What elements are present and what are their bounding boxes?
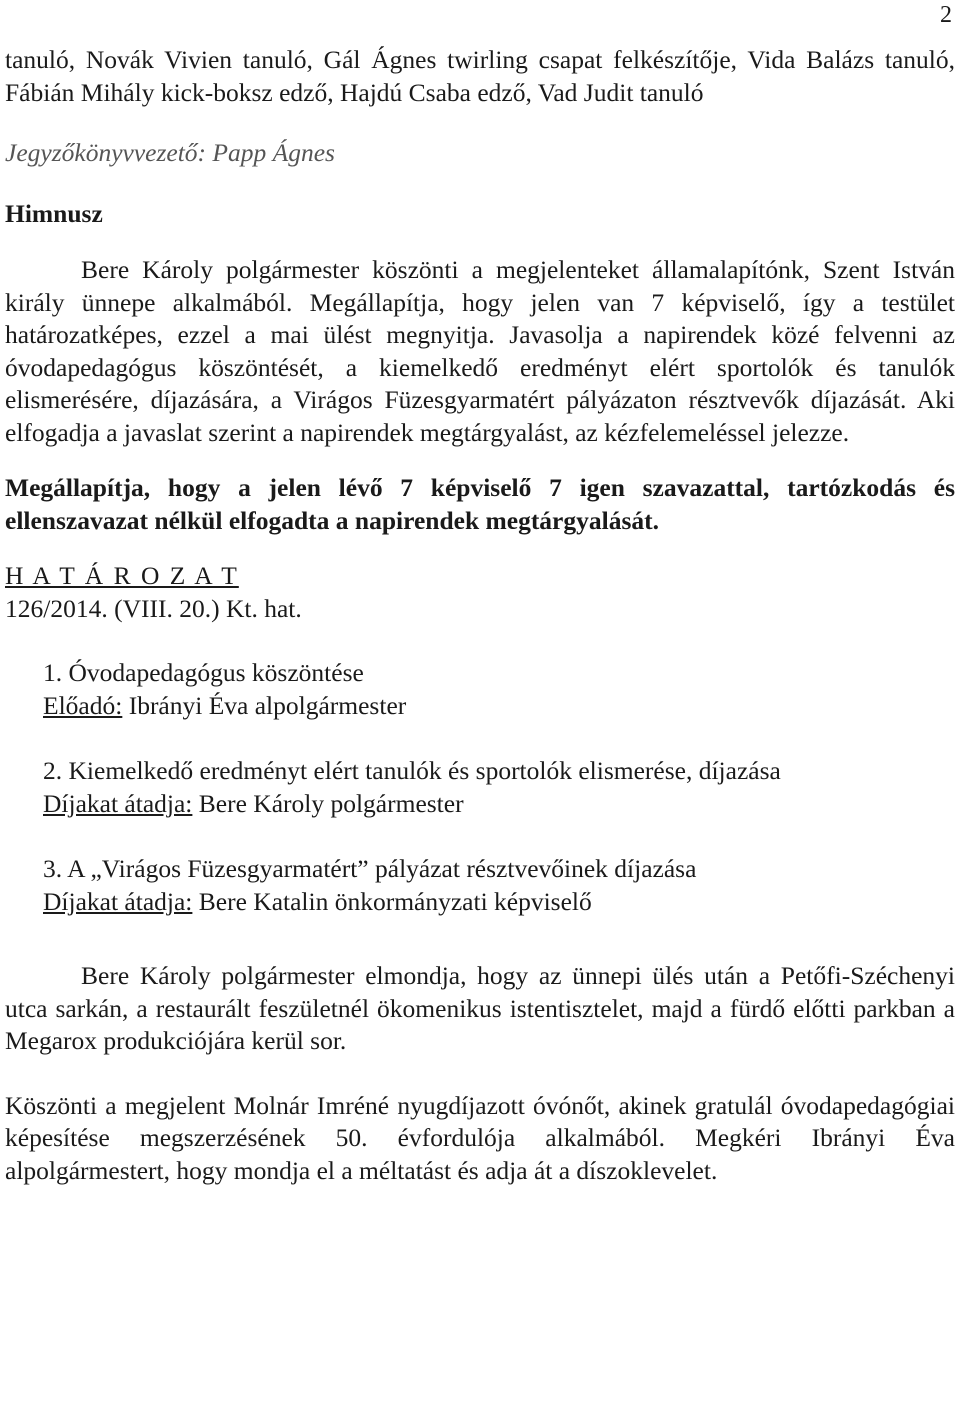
agenda-item bbox=[5, 755, 955, 820]
document-body bbox=[5, 44, 955, 1187]
agenda-item bbox=[5, 853, 955, 918]
resolution-title: H A T Á R O Z A T bbox=[5, 561, 239, 590]
page-number: 2 bbox=[940, 2, 952, 28]
agenda-item-presenter: Díjakat átadja: Bere Károly polgármester bbox=[43, 788, 464, 818]
vote-result: Megállapítja, hogy a jelen lévő 7 képviselő 7 igen szavazattal, tartózkodás és ellenszavazat nélkül elfogadta a napirendek megtárgyalását. bbox=[5, 473, 955, 535]
agenda-item-presenter: Díjakat átadja: Bere Katalin önkormányzati képviselő bbox=[43, 886, 592, 916]
agenda-item-presenter: Előadó: Ibrányi Éva alpolgármester bbox=[43, 690, 407, 720]
attendees-list: tanuló, Novák Vivien tanuló, Gál Ágnes twirling csapat felkészítője, Vida Balázs tanuló, Fábián Mihály kick-boksz edző, Hajdú Csaba edző, Vad Judit tanuló bbox=[5, 45, 955, 107]
agenda-item-title: 2. Kiemelkedő eredményt elért tanulók és sportolók elismerése, díjazása bbox=[43, 756, 781, 785]
agenda-item-title: 1. Óvodapedagógus köszöntése bbox=[43, 658, 364, 687]
resolution-number: 126/2014. (VIII. 20.) Kt. hat. bbox=[5, 593, 302, 623]
opening-paragraph: Bere Károly polgármester köszönti a megjelenteket államalapítónk, Szent István király ünnepe alkalmából. Megállapítja, hogy jelen van 7 képviselő, így a testület határozatképes, ezzel a mai ülést megnyitja. Javasolja a napirendek közé felvenni az óvodapedagógus köszöntését, a kiemelkedő eredményt elért sportolók és tanulók elismerésére, díjazására, a Virágos Füzesgyarmatért pályázaton résztvevők díjazását. Aki elfogadja a javaslat szerint a napirendek megtárgyalást, az kézfelemeléssel jelezze. bbox=[5, 255, 955, 447]
minutes-keeper: Jegyzőkönyvvezető: Papp Ágnes bbox=[5, 138, 335, 167]
agenda-item-title: 3. A „Virágos Füzesgyarmatért” pályázat résztvevőinek díjazása bbox=[43, 854, 697, 883]
agenda-item bbox=[5, 657, 955, 722]
greeting-paragraph: Köszönti a megjelent Molnár Imréné nyugdíjazott óvónőt, akinek gratulál óvodapedagógiai képesítése megszerzésének 50. évfordulója alkalmából. Megkéri Ibrányi Éva alpolgármestert, hogy mondja el a méltatást és adja át a díszoklevelet. bbox=[5, 1090, 955, 1185]
closing-paragraph: Bere Károly polgármester elmondja, hogy az ünnepi ülés után a Petőfi-Széchenyi utca sarkán, a restaurált feszületnél ökomenikus istentisztelet, majd a fürdő előtti parkban a Megarox produkciójára kerül sor. bbox=[5, 961, 955, 1055]
anthem-heading: Himnusz bbox=[5, 198, 103, 228]
